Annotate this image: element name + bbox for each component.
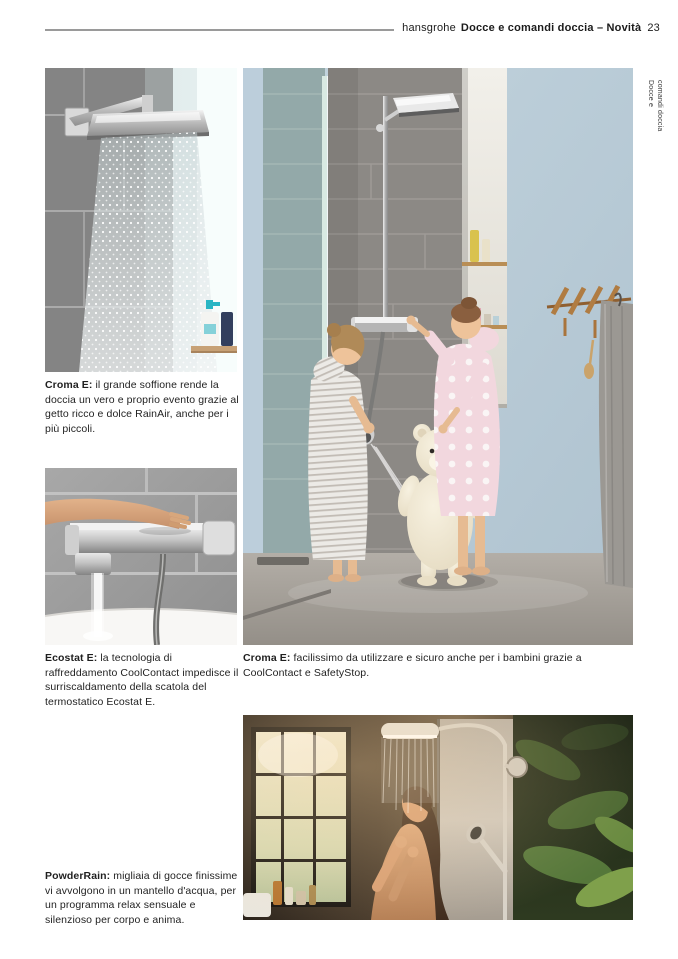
brand-name: hansgrohe: [402, 22, 456, 34]
section-title: Docce e comandi doccia – Novità: [460, 22, 642, 34]
falling-water: [79, 132, 217, 372]
bathtub-rim: [45, 609, 237, 645]
powderrain-relax-photo: [243, 715, 633, 920]
warm-glow: [243, 715, 633, 920]
kids-shower-art: [243, 68, 633, 645]
thermostat-body: [65, 521, 235, 555]
caption-text: migliaia di gocce finissime vi avvolgono in un mantello d'acqua, per un programma relax sensuale e silenzioso per corpo e anima.: [45, 870, 238, 926]
page-number: 23: [647, 22, 660, 34]
caption-lead: Croma E:: [45, 379, 93, 391]
side-tab-line2: comandi doccia: [656, 80, 663, 132]
caption-croma-kids: [243, 651, 635, 680]
page-header: [402, 22, 660, 34]
caption-text: la tecnologia di raffreddamento CoolContact impedisce il surriscaldamento della scatola del termostatico Ecostat E.: [45, 652, 239, 708]
header-rule: [45, 29, 394, 31]
thermostat-art: [45, 468, 237, 645]
side-tab-line1: Docce e: [647, 80, 654, 108]
towel: [599, 294, 633, 588]
caption-croma-soffione: [45, 378, 241, 436]
caption-lead: Croma E:: [243, 652, 291, 664]
caption-ecostat: [45, 651, 241, 709]
croma-e-overhead-shower-photo: [45, 68, 237, 372]
section-side-tab: [646, 80, 666, 150]
caption-text: facilissimo da utilizzare e sicuro anche per i bambini grazie a CoolContact e SafetyStop.: [243, 652, 582, 679]
caption-powderrain: [45, 869, 245, 927]
overhead-shower-art: [45, 68, 237, 372]
caption-lead: PowderRain:: [45, 870, 111, 882]
caption-lead: Ecostat E:: [45, 652, 98, 664]
caption-text: il grande soffione rende la doccia un vero e proprio evento grazie al getto ricco e dolce RainAir, anche per i più piccoli.: [45, 379, 239, 435]
powderrain-art: [243, 715, 633, 920]
croma-e-kids-shower-photo: [243, 68, 633, 645]
ecostat-e-thermostat-photo: [45, 468, 237, 645]
